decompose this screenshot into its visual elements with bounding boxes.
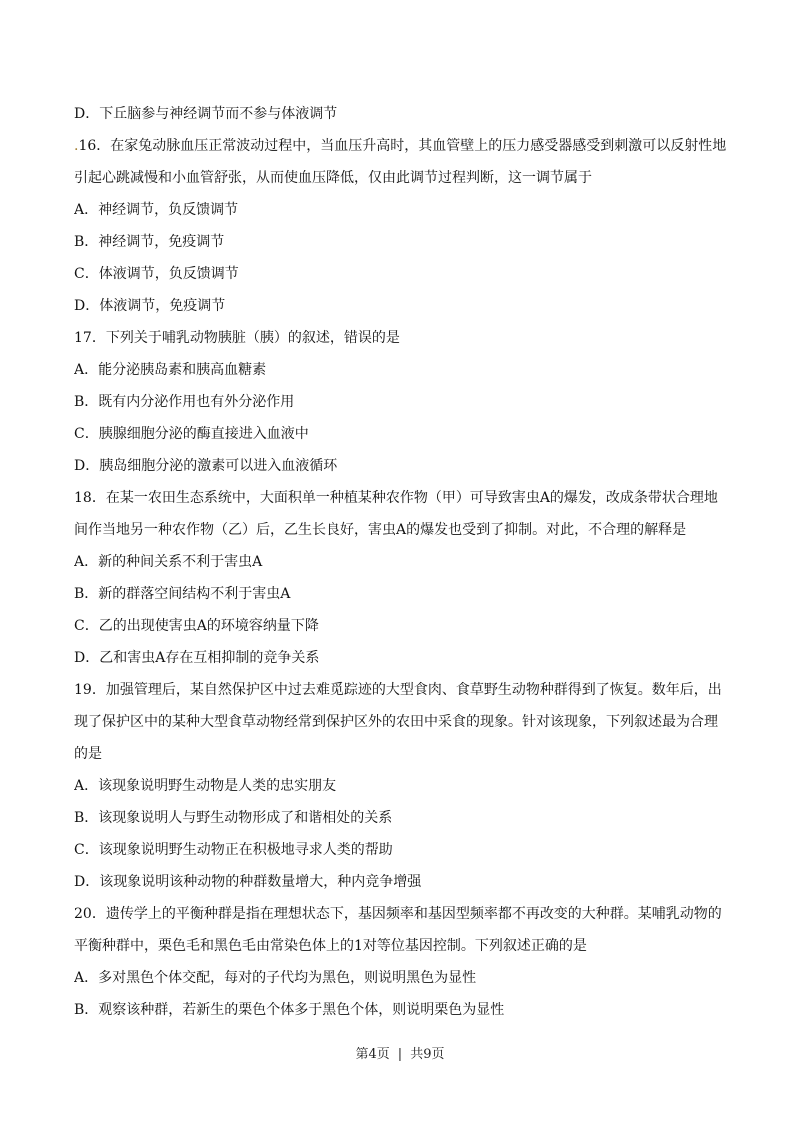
question-20-line-2: 平衡种群中，栗色毛和黑色毛由常染色体上的1对等位基因控制。下列叙述正确的是 [74, 938, 587, 954]
option-d-q19: D．该现象说明该种动物的种群数量增大，种内竞争增强 [74, 874, 422, 890]
question-text-block [74, 98, 734, 1026]
question-20-line-1: 20．遗传学上的平衡种群是指在理想状态下，基因频率和基因型频率都不再改变的大种群。某哺乳动物的 [74, 906, 722, 922]
page-footer [0, 1043, 800, 1062]
option-d-q15: D．下丘脑参与神经调节而不参与体液调节 [74, 106, 338, 122]
option-a-q20: A．多对黑色个体交配，每对的子代均为黑色，则说明黑色为显性 [74, 970, 477, 986]
question-16-line-2: 引起心跳减慢和小血管舒张，从而使血压降低，仅由此调节过程判断，这一调节属于 [74, 170, 592, 186]
question-19-line-1: 19．加强管理后，某自然保护区中过去难觅踪迹的大型食肉、食草野生动物种群得到了恢复。数年后，出 [74, 682, 722, 698]
option-c-q17: C．胰腺细胞分泌的酶直接进入血液中 [74, 426, 309, 442]
question-16-line-1: .16．在家兔动脉血压正常波动过程中，当血压升高时，其血管壁上的压力感受器感受到刺激可以反射性地 [74, 138, 727, 154]
question-18-line-2: 间作当地另一种农作物（乙）后，乙生长良好，害虫A的爆发也受到了抑制。对此，不合理的解释是 [74, 522, 687, 538]
footer-separator: | [397, 1047, 403, 1062]
option-d-q16: D．体液调节，免疫调节 [74, 298, 226, 314]
margin-dot: . [74, 138, 79, 154]
option-c-q18: C．乙的出现使害虫A的环境容纳量下降 [74, 618, 319, 634]
option-b-q20: B．观察该种群，若新生的栗色个体多于黑色个体，则说明栗色为显性 [74, 1002, 505, 1018]
option-c-q16: C．体液调节，负反馈调节 [74, 266, 239, 282]
question-18-line-1: 18．在某一农田生态系统中，大面积单一种植某种农作物（甲）可导致害虫A的爆发，改成条带状合理地 [74, 490, 718, 506]
page-total: 共9页 [410, 1047, 445, 1062]
option-b-q16: B．神经调节，免疫调节 [74, 234, 225, 250]
question-19-line-3: 的是 [74, 746, 102, 762]
question-19-line-2: 现了保护区中的某种大型食草动物经常到保护区外的农田中采食的现象。针对该现象，下列叙述最为合理 [74, 714, 718, 730]
option-c-q19: C．该现象说明野生动物正在积极地寻求人类的帮助 [74, 842, 393, 858]
option-b-q18: B．新的群落空间结构不利于害虫A [74, 586, 291, 602]
option-d-q17: D．胰岛细胞分泌的激素可以进入血液循环 [74, 458, 338, 474]
option-a-q17: A．能分泌胰岛素和胰高血糖素 [74, 362, 267, 378]
option-b-q17: B．既有内分泌作用也有外分泌作用 [74, 394, 295, 410]
option-a-q19: A．该现象说明野生动物是人类的忠实朋友 [74, 778, 337, 794]
option-a-q16: A．神经调节，负反馈调节 [74, 202, 239, 218]
page-number: 第4页 [355, 1047, 390, 1062]
question-17: 17．下列关于哺乳动物胰脏（胰）的叙述，错误的是 [74, 330, 400, 346]
option-b-q19: B．该现象说明人与野生动物形成了和谐相处的关系 [74, 810, 393, 826]
option-a-q18: A．新的种间关系不利于害虫A [74, 554, 263, 570]
option-d-q18: D．乙和害虫A存在互相抑制的竞争关系 [74, 650, 320, 666]
